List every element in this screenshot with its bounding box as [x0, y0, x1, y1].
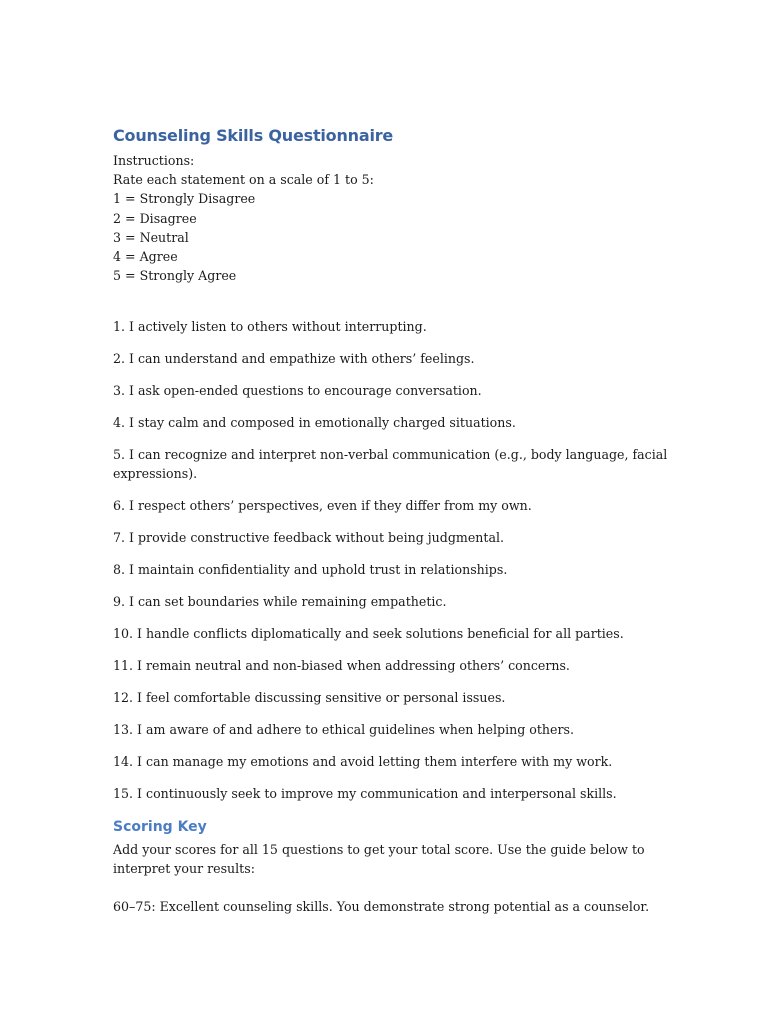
- instructions-block: [113, 151, 673, 285]
- question-item: 5. I can recognize and interpret non-verbal communication (e.g., body language, facial expressions).: [113, 447, 668, 482]
- instructions-scale-line: Rate each statement on a scale of 1 to 5:: [113, 172, 374, 188]
- question-item: 4. I stay calm and composed in emotionally charged situations.: [113, 415, 516, 431]
- question-item: 14. I can manage my emotions and avoid letting them interfere with my work.: [113, 754, 613, 770]
- score-range-item: 60–75: Excellent counseling skills. You demonstrate strong potential as a counselor.: [113, 899, 650, 915]
- question-item: 13. I am aware of and adhere to ethical guidelines when helping others.: [113, 722, 574, 738]
- questions-list: [113, 317, 673, 803]
- instructions-label: Instructions:: [113, 153, 195, 168]
- question-item: 10. I handle conflicts diplomatically and seek solutions beneficial for all parties.: [113, 626, 624, 642]
- scoring-key-heading: Scoring Key: [113, 819, 207, 836]
- question-item: 3. I ask open-ended questions to encourage conversation.: [113, 383, 482, 399]
- scale-option-2: 2 = Disagree: [113, 210, 197, 226]
- scoring-instructions: Add your scores for all 15 questions to get your total score. Use the guide below to interpret your results:: [113, 842, 645, 877]
- question-item: 12. I feel comfortable discussing sensitive or personal issues.: [113, 690, 506, 706]
- question-item: 8. I maintain confidentiality and uphold trust in relationships.: [113, 562, 508, 578]
- scale-option-5: 5 = Strongly Agree: [113, 268, 237, 284]
- scale-option-4: 4 = Agree: [113, 249, 178, 265]
- question-item: 9. I can set boundaries while remaining empathetic.: [113, 594, 447, 610]
- question-item: 11. I remain neutral and non-biased when addressing others’ concerns.: [113, 658, 570, 674]
- document-page: [113, 124, 673, 916]
- question-item: 1. I actively listen to others without interrupting.: [113, 319, 427, 335]
- document-title: Counseling Skills Questionnaire: [113, 126, 394, 145]
- question-item: 2. I can understand and empathize with others’ feelings.: [113, 351, 475, 367]
- question-item: 15. I continuously seek to improve my communication and interpersonal skills.: [113, 786, 617, 802]
- question-item: 7. I provide constructive feedback without being judgmental.: [113, 530, 505, 546]
- question-item: 6. I respect others’ perspectives, even if they differ from my own.: [113, 498, 532, 514]
- scale-option-3: 3 = Neutral: [113, 229, 189, 245]
- scale-option-1: 1 = Strongly Disagree: [113, 191, 256, 207]
